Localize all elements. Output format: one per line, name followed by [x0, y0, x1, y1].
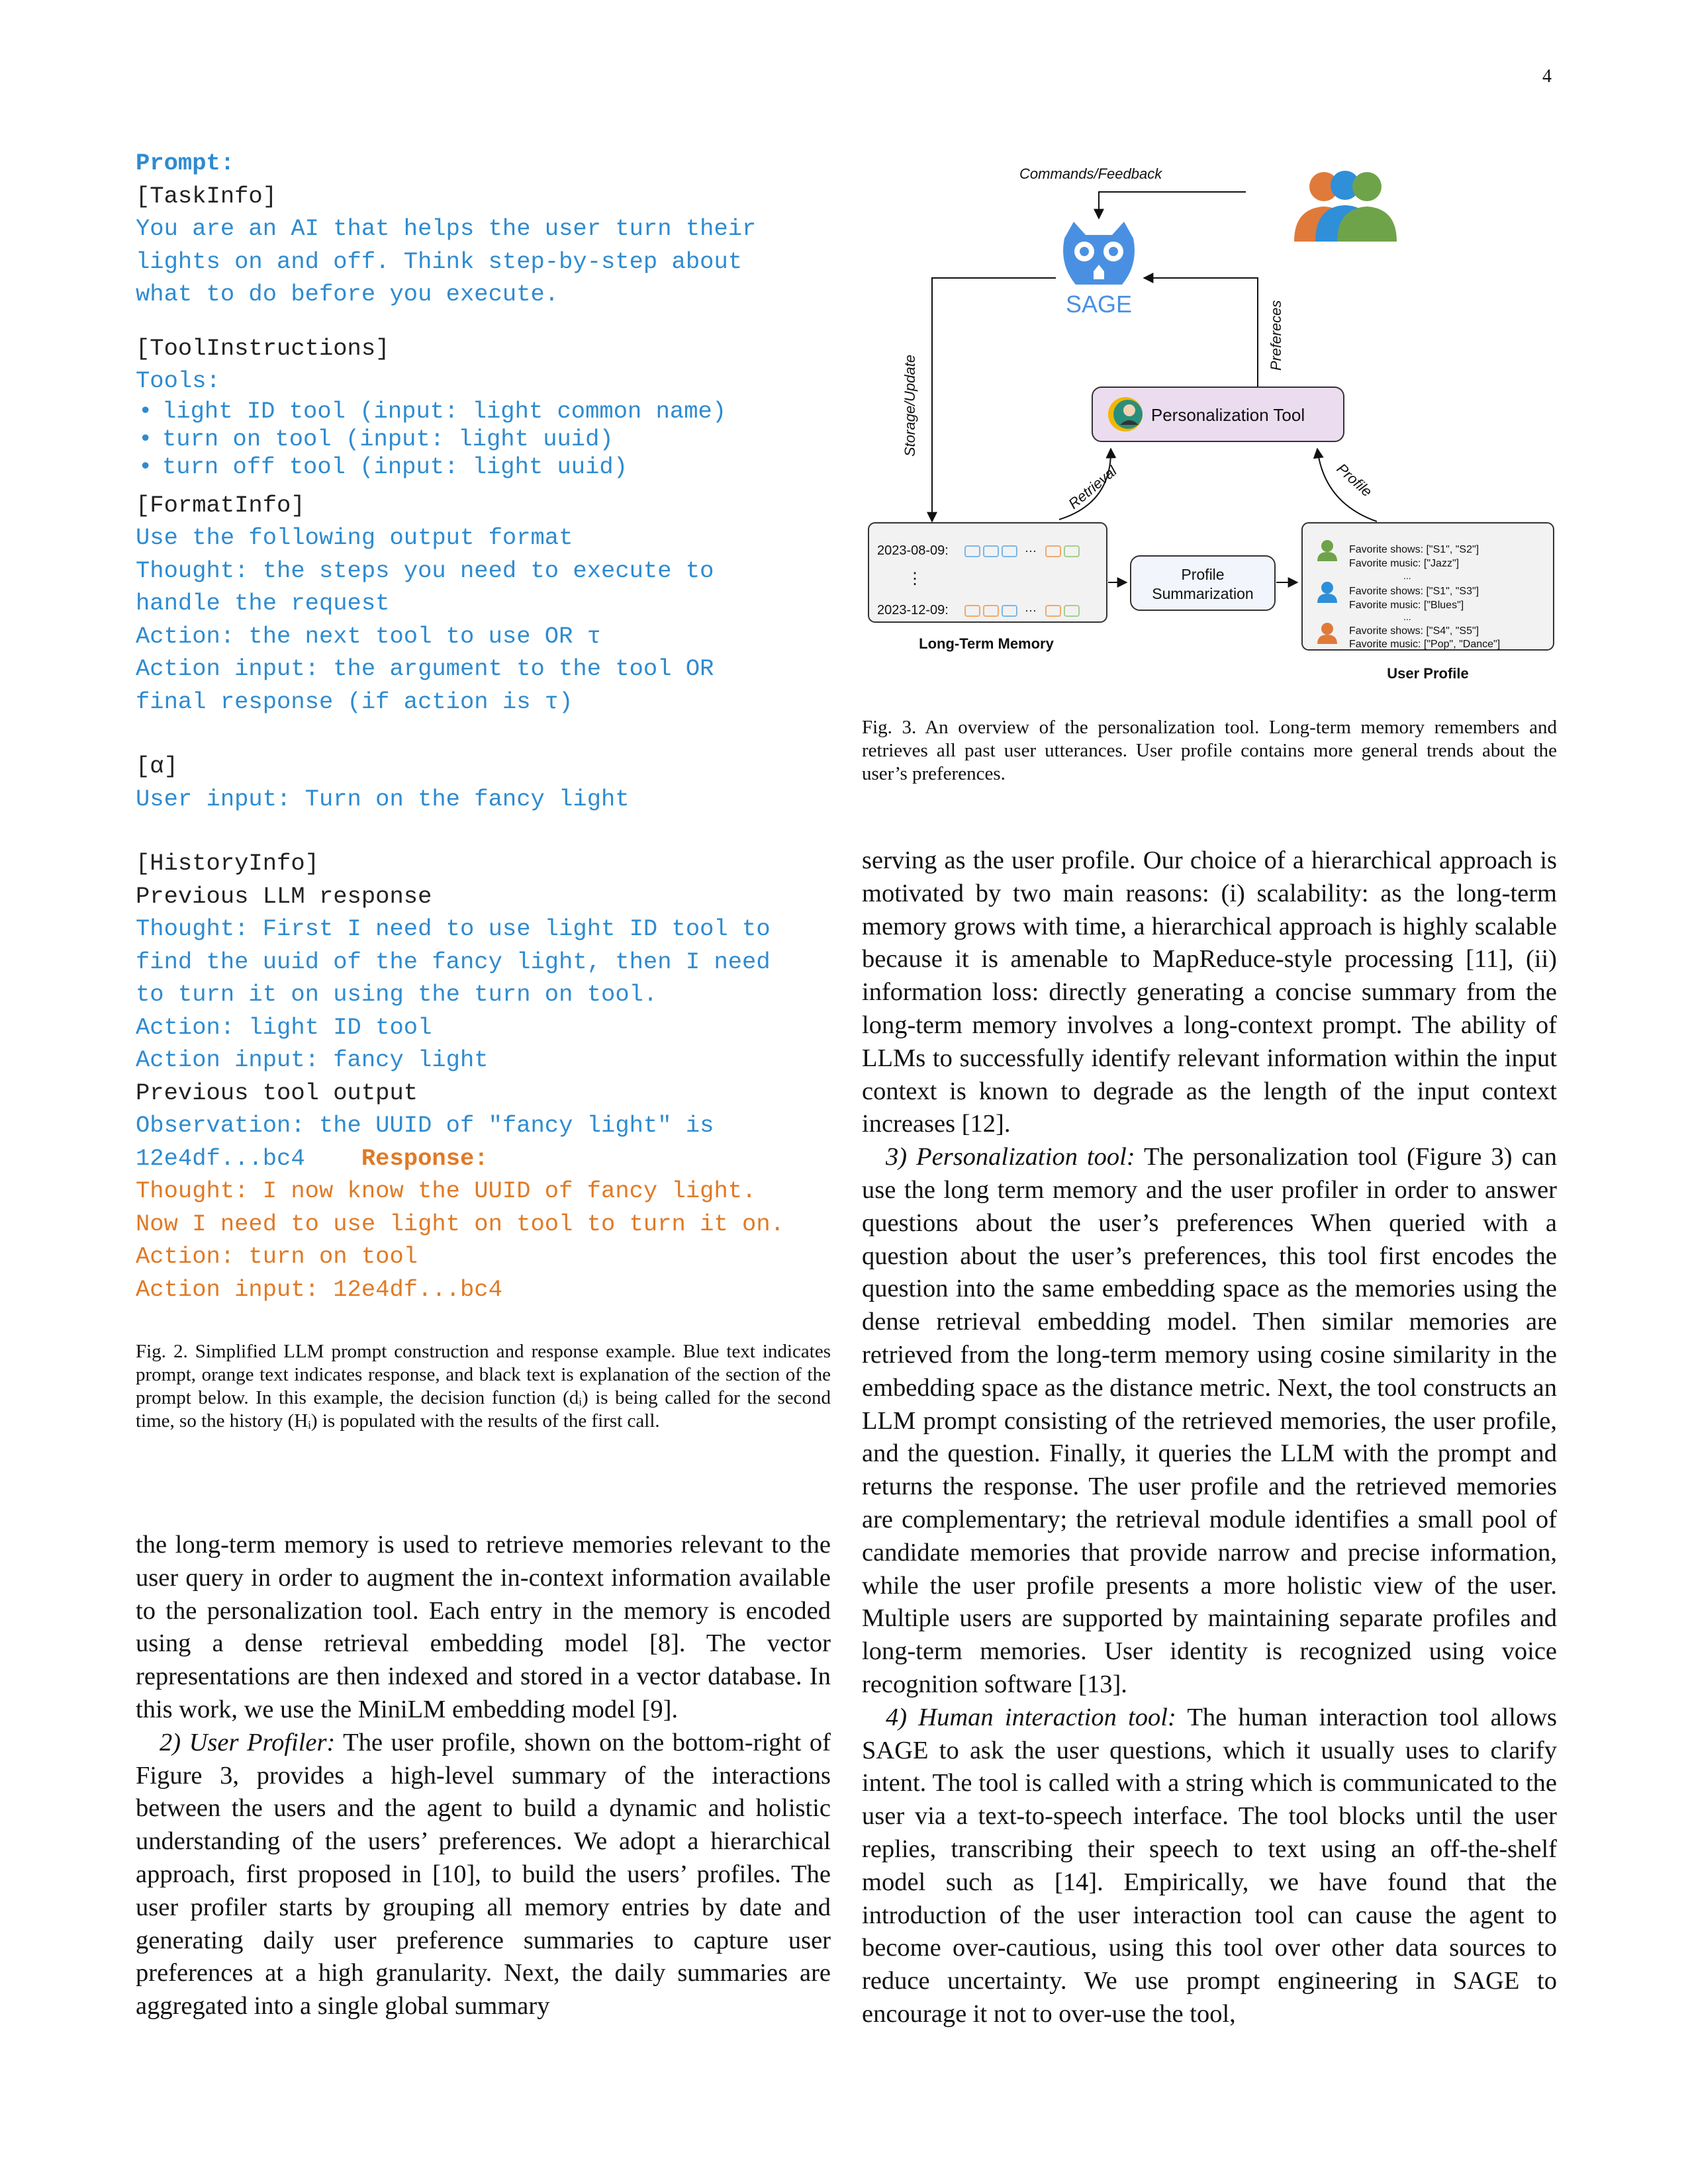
profile-ellipsis: ...	[1403, 612, 1411, 622]
prev-llm-line: find the uuid of the fancy light, then I need	[136, 948, 771, 976]
profile-music: Favorite music: ["Pop", "Dance"]	[1349, 639, 1501, 650]
profile-shows: Favorite shows: ["S4", "S5"]	[1349, 625, 1479, 637]
format-line: Action: the next tool to use OR τ	[136, 622, 602, 650]
format-line: final response (if action is τ)	[136, 688, 573, 715]
format-line: Use the following output format	[136, 524, 573, 551]
memory-ellipsis: ⋮	[907, 570, 923, 588]
sage-label: SAGE	[1065, 291, 1133, 318]
format-info-header: [FormatInfo]	[136, 491, 305, 519]
profile-music: Favorite music: ["Blues"]	[1349, 600, 1464, 611]
users-icon	[1294, 171, 1397, 242]
memory-date-1: 2023-08-09:	[877, 543, 949, 558]
fig2-caption: Fig. 2. Simplified LLM prompt construction and response example. Blue text indicates prompt, orange text indicates response, and black text is explanation of the section of the prompt below. In this example, the decision function (dᵢ) is being called for the second time, so the history (Hᵢ) is populated with the results of the first call.	[136, 1341, 831, 1432]
tools-label: Tools:	[136, 367, 220, 394]
personalization-avatar-icon	[1108, 397, 1143, 432]
profile-music: Favorite music: ["Jazz"]	[1349, 558, 1460, 569]
prev-llm-line: Action: light ID tool	[136, 1013, 432, 1041]
observation-line: Observation: the UUID of "fancy light" is	[136, 1112, 714, 1139]
format-line: Thought: the steps you need to execute to	[136, 557, 714, 584]
prompt-listing	[136, 147, 837, 1306]
storage-update-label: Storage/Update	[902, 354, 918, 457]
personalization-tool-label: Personalization Tool	[1150, 405, 1305, 425]
preferences-label: Prefereces	[1268, 300, 1284, 371]
prev-llm-label: Previous LLM response	[136, 882, 432, 910]
tool-item: • turn off tool (input: light uuid)	[162, 453, 837, 481]
tool-item: • turn on tool (input: light uuid)	[162, 426, 837, 453]
memory-date-2: 2023-12-09:	[877, 603, 949, 617]
paragraph: serving as the user profile. Our choice of a hierarchical approach is motivated by two main reasons: (i) scalability: as the long-term memory grows with time, a hierarchical approach is highly scalable because it is amenable to MapReduce-style processing [11], (ii) information loss: directly generating a concise summary from the long-term memory involves a long-context prompt. The ability of LLMs to successfully identify relevant information within the input context is known to degrade as the length of the input context increases [12].	[862, 846, 1557, 1138]
task-info-line: You are an AI that helps the user turn their	[136, 215, 757, 242]
prompt-title: Prompt:	[136, 150, 235, 177]
tools-list	[136, 398, 837, 481]
observation-value: 12e4df...bc4	[136, 1144, 305, 1172]
page-number: 4	[1542, 66, 1552, 87]
preferences-arrow	[1144, 278, 1258, 387]
tool-instructions-header: [ToolInstructions]	[136, 334, 390, 362]
format-line: handle the request	[136, 590, 390, 617]
prev-llm-line: Thought: First I need to use light ID tool to	[136, 915, 771, 942]
commands-feedback-label: Commands/Feedback	[1019, 165, 1162, 182]
summarization-line2: Summarization	[1152, 585, 1254, 602]
response-line: Now I need to use light on tool to turn it on.	[136, 1210, 784, 1238]
section-heading: 4) Human interaction tool:	[886, 1703, 1176, 1731]
response-line: Action: turn on tool	[136, 1243, 418, 1270]
commands-arrow	[1099, 192, 1246, 218]
paragraph-personalization-tool	[862, 1141, 1557, 1702]
profile-shows: Favorite shows: ["S1", "S2"]	[1349, 544, 1479, 555]
history-info-header: [HistoryInfo]	[136, 850, 319, 877]
tool-item: • light ID tool (input: light common name)	[162, 398, 837, 426]
paragraph-text: The user profile, shown on the bottom-right of Figure 3, provides a high-level summary of the interactions between the users and the agent to build a dynamic and holistic understanding of the users’ preferences. We adopt a hierarchical approach, first proposed in [10], to build the users’ profiles. The user profiler starts by grouping all memory entries by date and generating daily user preference summaries to capture user preferences at a high granularity. Next, the daily summaries are aggregated into a single global summary	[136, 1728, 831, 2021]
long-term-memory-label: Long-Term Memory	[919, 635, 1054, 652]
summarization-line1: Profile	[1181, 566, 1225, 583]
sage-owl-icon	[1063, 222, 1135, 285]
paragraph: the long-term memory is used to retrieve memories relevant to the user query in order to augment the in-context information available to the personalization tool. Each entry in the memory is encoded using a dense retrieval embedding model [8]. The vector representations are then indexed and stored in a vector database. In this work, we use the MiniLM embedding model [9].	[136, 1531, 831, 1723]
response-line: Action input: 12e4df...bc4	[136, 1275, 502, 1303]
prev-llm-line: to turn it on using the turn on tool.	[136, 981, 658, 1008]
svg-text:···: ···	[1025, 604, 1037, 617]
user-profile-label: User Profile	[1387, 665, 1469, 682]
profile-shows: Favorite shows: ["S1", "S3"]	[1349, 586, 1479, 597]
section-heading: 2) User Profiler:	[160, 1728, 336, 1756]
task-info-line: what to do before you execute.	[136, 281, 559, 308]
left-body-text	[136, 1529, 831, 2023]
prev-llm-line: Action input: fancy light	[136, 1046, 489, 1073]
user-input-line: User input: Turn on the fancy light	[136, 785, 630, 813]
fig3-diagram	[861, 159, 1562, 688]
right-body-text	[862, 844, 1557, 2031]
prev-tool-label: Previous tool output	[136, 1079, 418, 1107]
profile-ellipsis: ...	[1403, 570, 1411, 581]
paragraph-human-interaction-tool	[862, 1702, 1557, 2031]
alpha-header: [α]	[136, 752, 178, 780]
storage-arrow	[932, 278, 1056, 522]
section-heading: 3) Personalization tool:	[886, 1143, 1135, 1171]
response-label: Response:	[361, 1144, 489, 1172]
svg-text:···: ···	[1025, 544, 1037, 557]
response-line: Thought: I now know the UUID of fancy light.	[136, 1177, 757, 1205]
observation-value-row	[136, 1142, 837, 1175]
paragraph-user-profiler	[136, 1727, 831, 2023]
paragraph-text: The personalization tool (Figure 3) can use the long term memory and the user profiler in order to answer questions about the user’s preferences When queried with a question about the user’s preferences, this tool first encodes the question into the same embedding space as the memories using the dense retrieval embedding model. Then similar memories are retrieved from the long-term memory using cosine similarity in the embedding space as the distance metric. Next, the tool constructs an LLM prompt consisting of the retrieved memories, the user profile, and the question. Finally, it queries the LLM with the prompt and returns the response. The user profile and the retrieved memories are complementary; the retrieval module identifies a small pool of candidate memories that provide narrow and precise information, while the user profile presents a more holistic view of the user. Multiple users are supported by maintaining separate profiles and long-term memories. User identity is recognized using voice recognition software [13].	[862, 1143, 1557, 1698]
task-info-line: lights on and off. Think step-by-step about	[136, 248, 743, 275]
fig3-caption: Fig. 3. An overview of the personalization tool. Long-term memory remembers and retrieves all past user utterances. User profile contains more general trends about the user’s preferences.	[862, 717, 1557, 784]
paragraph-text: The human interaction tool allows SAGE to ask the user questions, which it usually uses to clarify intent. The tool is called with a string which is communicated to the user via a text-to-speech interface. The tool blocks until the user replies, transcribing their speech to text using an off-the-shelf model such as [14]. Empirically, we have found that the introduction of the user interaction tool can cause the agent to become over-cautious, using this tool over other data sources to reduce uncertainty. We use prompt engineering in SAGE to encourage it not to over-use the tool,	[862, 1703, 1557, 2028]
profile-arrow-label: Profile	[1333, 460, 1376, 500]
task-info-header: [TaskInfo]	[136, 182, 277, 210]
format-line: Action input: the argument to the tool OR	[136, 655, 714, 682]
retrieval-label: Retrieval	[1065, 462, 1120, 512]
